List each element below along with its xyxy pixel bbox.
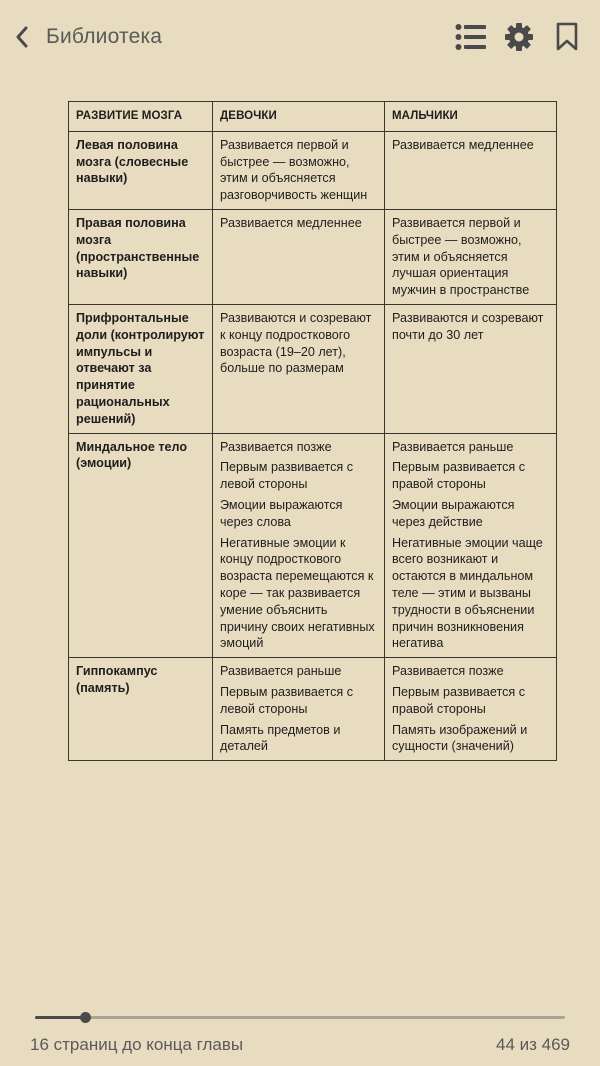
cell-text: Развивается медленнее bbox=[392, 137, 534, 152]
row-label: Миндальное тело (эмоции) bbox=[69, 433, 213, 658]
table-row bbox=[69, 304, 557, 433]
boys-cell bbox=[385, 433, 557, 658]
column-header-boys: МАЛЬЧИКИ bbox=[385, 102, 557, 132]
cell-text: Развивается позже bbox=[392, 664, 504, 679]
girls-cell bbox=[213, 209, 385, 304]
table-header-row bbox=[69, 102, 557, 132]
reader-footer bbox=[0, 1000, 600, 1066]
cell-text: Эмоции выражаются через действие bbox=[392, 497, 515, 529]
column-header-girls: ДЕВОЧКИ bbox=[213, 102, 385, 132]
brain-development-table bbox=[68, 101, 557, 761]
boys-cell bbox=[385, 304, 557, 433]
back-label: Библиотека bbox=[46, 25, 163, 48]
cell-text: Первым развивается с правой стороны bbox=[392, 684, 526, 716]
top-bar bbox=[0, 0, 600, 74]
cell-text: Память изображений и сущности (значений) bbox=[392, 722, 528, 754]
cell-text: Развивается раньше bbox=[392, 439, 514, 454]
bookmark-button[interactable] bbox=[550, 20, 584, 54]
table-row bbox=[69, 131, 557, 209]
girls-cell bbox=[213, 304, 385, 433]
cell-text: Развивается первой и быстрее — возможно, этим и объясняется разговорчивость женщин bbox=[220, 137, 368, 203]
progress-fill bbox=[35, 1016, 85, 1019]
bookmark-icon bbox=[555, 22, 579, 52]
cell-text: Развиваются и созревают почти до 30 лет bbox=[392, 310, 544, 342]
contents-button[interactable] bbox=[454, 20, 488, 54]
girls-cell bbox=[213, 131, 385, 209]
cell-text: Негативные эмоции к концу подросткового возраста перемещаются к коре — так развивается умение объяснить причину своих негативных эмоций bbox=[220, 535, 375, 651]
column-header-area: РАЗВИТИЕ МОЗГА bbox=[69, 102, 213, 132]
cell-text: Развиваются и созревают к концу подросткового возраста (19–20 лет), больше по размерам bbox=[220, 310, 372, 376]
boys-cell bbox=[385, 131, 557, 209]
row-label: Прифронтальные доли (контролируют импульсы и отвечают за принятие рациональных решений) bbox=[69, 304, 213, 433]
gear-icon bbox=[504, 22, 534, 52]
brain-development-table-container bbox=[68, 101, 556, 761]
back-button[interactable] bbox=[14, 20, 162, 54]
row-label: Правая половина мозга (пространственные навыки) bbox=[69, 209, 213, 304]
table-row bbox=[69, 658, 557, 761]
chapter-remaining-text: 16 страниц до конца главы bbox=[30, 1035, 244, 1054]
cell-text: Развивается позже bbox=[220, 439, 332, 454]
girls-cell bbox=[213, 658, 385, 761]
row-label: Гиппокампус (память) bbox=[69, 658, 213, 761]
cell-text: Первым развивается с левой стороны bbox=[220, 460, 354, 492]
cell-text: Эмоции выражаются через слова bbox=[220, 497, 343, 529]
contents-list-icon bbox=[455, 23, 487, 51]
cell-text: Развивается раньше bbox=[220, 664, 342, 679]
page-indicator: 44 из 469 bbox=[495, 1035, 570, 1054]
row-label: Левая половина мозга (словесные навыки) bbox=[69, 131, 213, 209]
cell-text: Первым развивается с левой стороны bbox=[220, 684, 354, 716]
boys-cell bbox=[385, 658, 557, 761]
progress-knob[interactable] bbox=[80, 1012, 91, 1023]
cell-text: Первым развивается с правой стороны bbox=[392, 460, 526, 492]
cell-text: Негативные эмоции чаще всего возникают и остаются в миндальном теле — этим и вызваны трудности в объяснении причин возникновения негатива bbox=[392, 535, 543, 651]
progress-slider[interactable] bbox=[35, 1016, 565, 1019]
cell-text: Развивается медленнее bbox=[220, 215, 362, 230]
toolbar-icons bbox=[440, 20, 584, 54]
boys-cell bbox=[385, 209, 557, 304]
girls-cell bbox=[213, 433, 385, 658]
cell-text: Развивается первой и быстрее — возможно, этим и объясняется лучшая ориентация мужчин в пространстве bbox=[392, 215, 530, 298]
table-row bbox=[69, 433, 557, 658]
chevron-left-icon bbox=[14, 25, 30, 49]
cell-text: Память предметов и деталей bbox=[220, 722, 341, 754]
table-row bbox=[69, 209, 557, 304]
settings-button[interactable] bbox=[502, 20, 536, 54]
